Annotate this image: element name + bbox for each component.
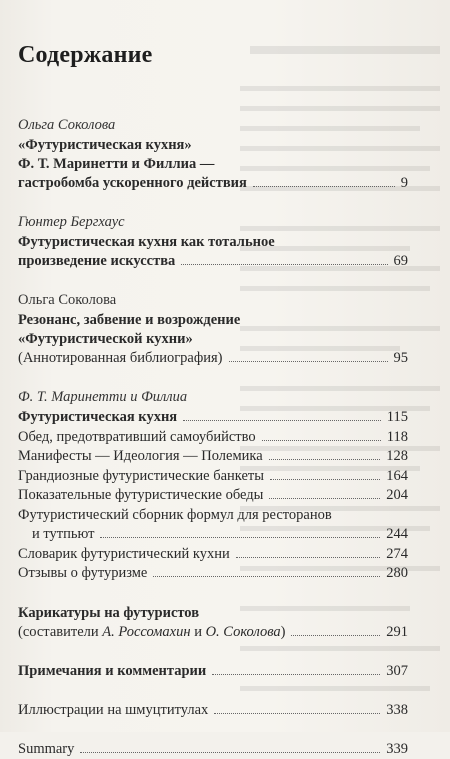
section-author: Ф. Т. Маринетти и Филлиа xyxy=(18,389,188,405)
dot-leader xyxy=(253,186,395,187)
toc-entry[interactable] xyxy=(18,701,408,720)
section-title-line: «Футуристической кухни» xyxy=(18,331,193,347)
dot-leader xyxy=(291,635,380,636)
toc-page-number: 204 xyxy=(386,487,408,503)
toc-entry-title: произведение искусства xyxy=(18,253,176,269)
toc-subentry[interactable] xyxy=(18,564,408,584)
toc-entry[interactable] xyxy=(18,740,408,759)
toc-entry[interactable] xyxy=(18,408,408,428)
toc-subentry[interactable] xyxy=(18,525,408,545)
toc-entry[interactable] xyxy=(18,623,408,642)
toc-page-number: 164 xyxy=(386,467,408,484)
toc-section-3 xyxy=(18,291,408,368)
toc-entry[interactable] xyxy=(18,662,408,681)
dot-leader xyxy=(269,498,380,499)
dot-leader xyxy=(212,674,380,675)
toc-entry[interactable] xyxy=(18,252,408,271)
toc-subentry[interactable] xyxy=(18,486,408,506)
table-of-contents xyxy=(18,116,408,759)
dot-leader xyxy=(80,752,380,753)
toc-entry-title: Показательные футуристические обеды xyxy=(18,487,264,503)
toc-page-number: 307 xyxy=(386,662,408,679)
toc-section-2 xyxy=(18,213,408,271)
dot-leader xyxy=(214,713,380,714)
dot-leader xyxy=(183,420,381,421)
toc-page-number: 9 xyxy=(400,175,408,191)
toc-page-number: 338 xyxy=(386,701,408,718)
section-title-line: Карикатуры на футуристов xyxy=(18,604,200,621)
toc-entry-title: Отзывы о футуризме xyxy=(18,565,148,581)
toc-entry-title: (составители А. Россомахин и О. Соколова) xyxy=(18,623,286,640)
toc-subentry[interactable] xyxy=(18,447,408,467)
dot-leader xyxy=(269,459,381,460)
toc-entry-title: Обед, предотвративший самоубийство xyxy=(18,428,256,445)
toc-page-number: 128 xyxy=(386,448,408,464)
toc-subentry[interactable] xyxy=(18,467,408,487)
dot-leader xyxy=(100,537,380,538)
toc-entry-title: Примечания и комментарии xyxy=(18,662,207,679)
toc-entry[interactable] xyxy=(18,349,408,368)
section-title-line: Футуристическая кухня как тотальное xyxy=(18,234,275,250)
toc-entry-title: Summary xyxy=(18,740,75,757)
toc-page-number: 244 xyxy=(386,526,408,542)
compiler-name: О. Соколова xyxy=(205,623,281,640)
toc-section-1 xyxy=(18,116,408,193)
section-author: Гюнтер Бергхаус xyxy=(18,214,125,230)
toc-entry-title: Иллюстрации на шмуцтитулах xyxy=(18,701,209,718)
toc-entry-title: гастробомба ускоренного действия xyxy=(18,175,247,191)
section-title-line: Резонанс, забвение и возрождение xyxy=(18,312,241,328)
dot-leader xyxy=(270,479,380,480)
dot-leader xyxy=(229,361,388,362)
toc-entry-title: Манифесты — Идеология — Полемика xyxy=(18,448,263,464)
section-title-line: «Футуристическая кухня» xyxy=(18,137,192,153)
toc-page-number: 115 xyxy=(386,409,408,425)
toc-page-number: 118 xyxy=(386,428,408,445)
toc-section-4 xyxy=(18,388,408,584)
toc-page-number: 69 xyxy=(393,253,408,269)
toc-subentry[interactable] xyxy=(18,428,408,448)
section-title-line: Ф. Т. Маринетти и Филлиа — xyxy=(18,156,215,172)
page-title: Содержание xyxy=(18,42,153,68)
toc-subentry[interactable] xyxy=(18,545,408,565)
toc-page-number: 274 xyxy=(386,545,408,562)
section-author: Ольга Соколова xyxy=(18,117,116,133)
toc-page-number: 95 xyxy=(393,350,408,366)
dot-leader xyxy=(236,557,381,558)
dot-leader xyxy=(262,440,381,441)
dot-leader xyxy=(181,264,387,265)
toc-entry[interactable] xyxy=(18,174,408,193)
toc-page-number: 339 xyxy=(386,740,408,757)
toc-section-5 xyxy=(18,604,408,642)
toc-subentry-first-line: Футуристический сборник формул для ресторанов xyxy=(18,506,332,523)
compiler-name: А. Россомахин xyxy=(102,623,191,640)
toc-entry-title: и тутпьют xyxy=(32,526,95,542)
dot-leader xyxy=(153,576,380,577)
section-author: Ольга Соколова xyxy=(18,292,117,308)
toc-entry-title: Словарик футуристический кухни xyxy=(18,545,230,562)
toc-page-number: 291 xyxy=(386,623,408,640)
toc-entry-title: Футуристическая кухня xyxy=(18,409,178,425)
toc-page-number: 280 xyxy=(386,565,408,581)
toc-entry-title: Грандиозные футуристические банкеты xyxy=(18,467,264,484)
toc-entry-title: (Аннотированная библиография) xyxy=(18,350,223,366)
